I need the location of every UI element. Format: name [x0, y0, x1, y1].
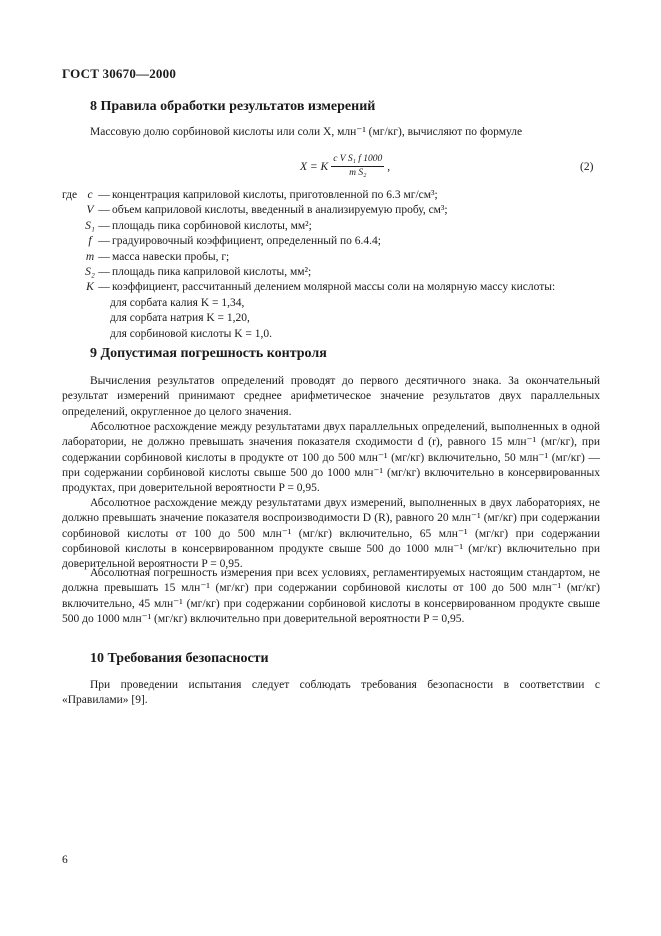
section-9-heading: 9 Допустимая погрешность контроля — [90, 346, 327, 361]
definition-dash: — — [98, 281, 110, 294]
definition-dash: — — [98, 204, 110, 217]
definition-text: коэффициент, рассчитанный делением молярной массы соли на молярную массу кислоты: — [112, 281, 556, 294]
formula-trail: , — [387, 160, 391, 173]
definition-text: площадь пика каприловой кислоты, мм²; — [112, 265, 312, 278]
definition-symbol: c — [87, 189, 93, 201]
formula-numerator: c V S₁ f 1000 — [331, 154, 384, 167]
definition-symbol: V — [86, 204, 94, 217]
definition-item — [62, 250, 555, 265]
k-value-sodium: для сорбата натрия K = 1,20, — [110, 312, 250, 325]
definition-text: концентрация каприловой кислоты, приготовленной по 6.3 мг/см³; — [112, 189, 438, 201]
formula-2 — [300, 154, 390, 179]
definition-item — [62, 188, 555, 203]
definition-symbol: f — [88, 235, 92, 248]
section-10-paragraph: При проведении испытания следует соблюдать требования безопасности в соответствии с «Правилами» [9]. — [62, 679, 600, 707]
k-value-acid: для сорбиновой кислоты K = 1,0. — [110, 327, 272, 340]
where-label: где — [62, 189, 78, 201]
section-10-heading: 10 Требования безопасности — [90, 651, 269, 666]
definition-item — [62, 280, 555, 295]
definition-dash: — — [98, 219, 110, 232]
definition-symbol: m — [85, 250, 95, 263]
document-id: ГОСТ 30670—2000 — [62, 66, 177, 81]
formula-fraction — [331, 154, 384, 179]
section-8-heading: 8 Правила обработки результатов измерений — [90, 99, 376, 114]
definition-item — [62, 265, 555, 280]
definition-item — [62, 203, 555, 218]
definition-dash: — — [98, 189, 110, 201]
definition-item — [62, 219, 555, 234]
section-9-paragraph-3: Абсолютное расхождение между результатами двух измерений, выполненных в двух лабораториях, не должно превышать значение показателя воспроизводимости D (R), равного 20 млн⁻¹ (мг/кг) при содержании сорбиновой кислоты от 100 до 500 млн⁻¹ (мг/кг) включительно, 65 млн⁻¹ (мг/кг) при содержании сорбиновой кислоты в консервированном продукте свыше 500 до 1000 млн⁻¹ (мг/кг) включительно при доверительной вероятности P = 0,95. — [62, 497, 600, 571]
section-8-intro: Массовую долю сорбиновой кислоты или соли X, млн⁻¹ (мг/кг), вычисляют по формуле — [90, 126, 523, 138]
k-value-potassium: для сорбата калия K = 1,34, — [110, 296, 245, 309]
definition-dash: — — [98, 235, 110, 248]
definition-dash: — — [98, 265, 110, 278]
definition-symbol: K — [86, 281, 94, 294]
definition-item — [62, 234, 555, 249]
section-9-paragraph-4: Абсолютная погрешность измерения при всех условиях, регламентируемых настоящим стандартом, не должна превышать 15 млн⁻¹ (мг/кг) при содержании сорбиновой кислоты от 100 до 500 млн⁻¹ (мг/кг) включительно, 45 млн⁻¹ (мг/кг) при содержании сорбиновой кислоты в консервированном продукте свыше 500 до 1000 млн⁻¹ (мг/кг) включительно при доверительной вероятности P = 0,95. — [62, 567, 600, 625]
definition-text: объем каприловой кислоты, введенный в анализируемую пробу, см³; — [112, 204, 448, 217]
formula-lhs: X = K — [300, 160, 329, 173]
definitions-list — [62, 188, 555, 342]
definition-symbol: S₂ — [85, 265, 95, 278]
definition-text: площадь пика сорбиновой кислоты, мм²; — [112, 219, 312, 232]
definition-dash: — — [98, 250, 110, 263]
section-9-paragraph-1: Вычисления результатов определений проводят до первого десятичного знака. За окончательный результат измерений принимают среднее арифметическое значение результатов двух параллельных определений, округленное до целого значения. — [62, 375, 600, 418]
formula-denominator: m S₂ — [349, 168, 367, 178]
page-number: 6 — [62, 854, 68, 866]
section-9-paragraph-2: Абсолютное расхождение между результатами двух параллельных определений, выполненных в одной лаборатории, не должно превышать значения показателя сходимости d (r), равного 15 млн⁻¹ (мг/кг), при содержании сорбиновой кислоты в продукте от 100 до 500 млн⁻¹ (мг/кг) включительно, 50 млн⁻¹ (мг/кг) — при содержании сорбиновой кислоты свыше 500 до 1000 млн⁻¹ (мг/кг) включительно в консервированных продуктах, при доверительной вероятности P = 0,95. — [62, 421, 600, 495]
formula-number: (2) — [580, 161, 594, 173]
definition-text: масса навески пробы, г; — [112, 250, 230, 263]
definition-text: градуировочный коэффициент, определенный по 6.4.4; — [112, 235, 381, 248]
definition-symbol: S₁ — [85, 219, 95, 232]
